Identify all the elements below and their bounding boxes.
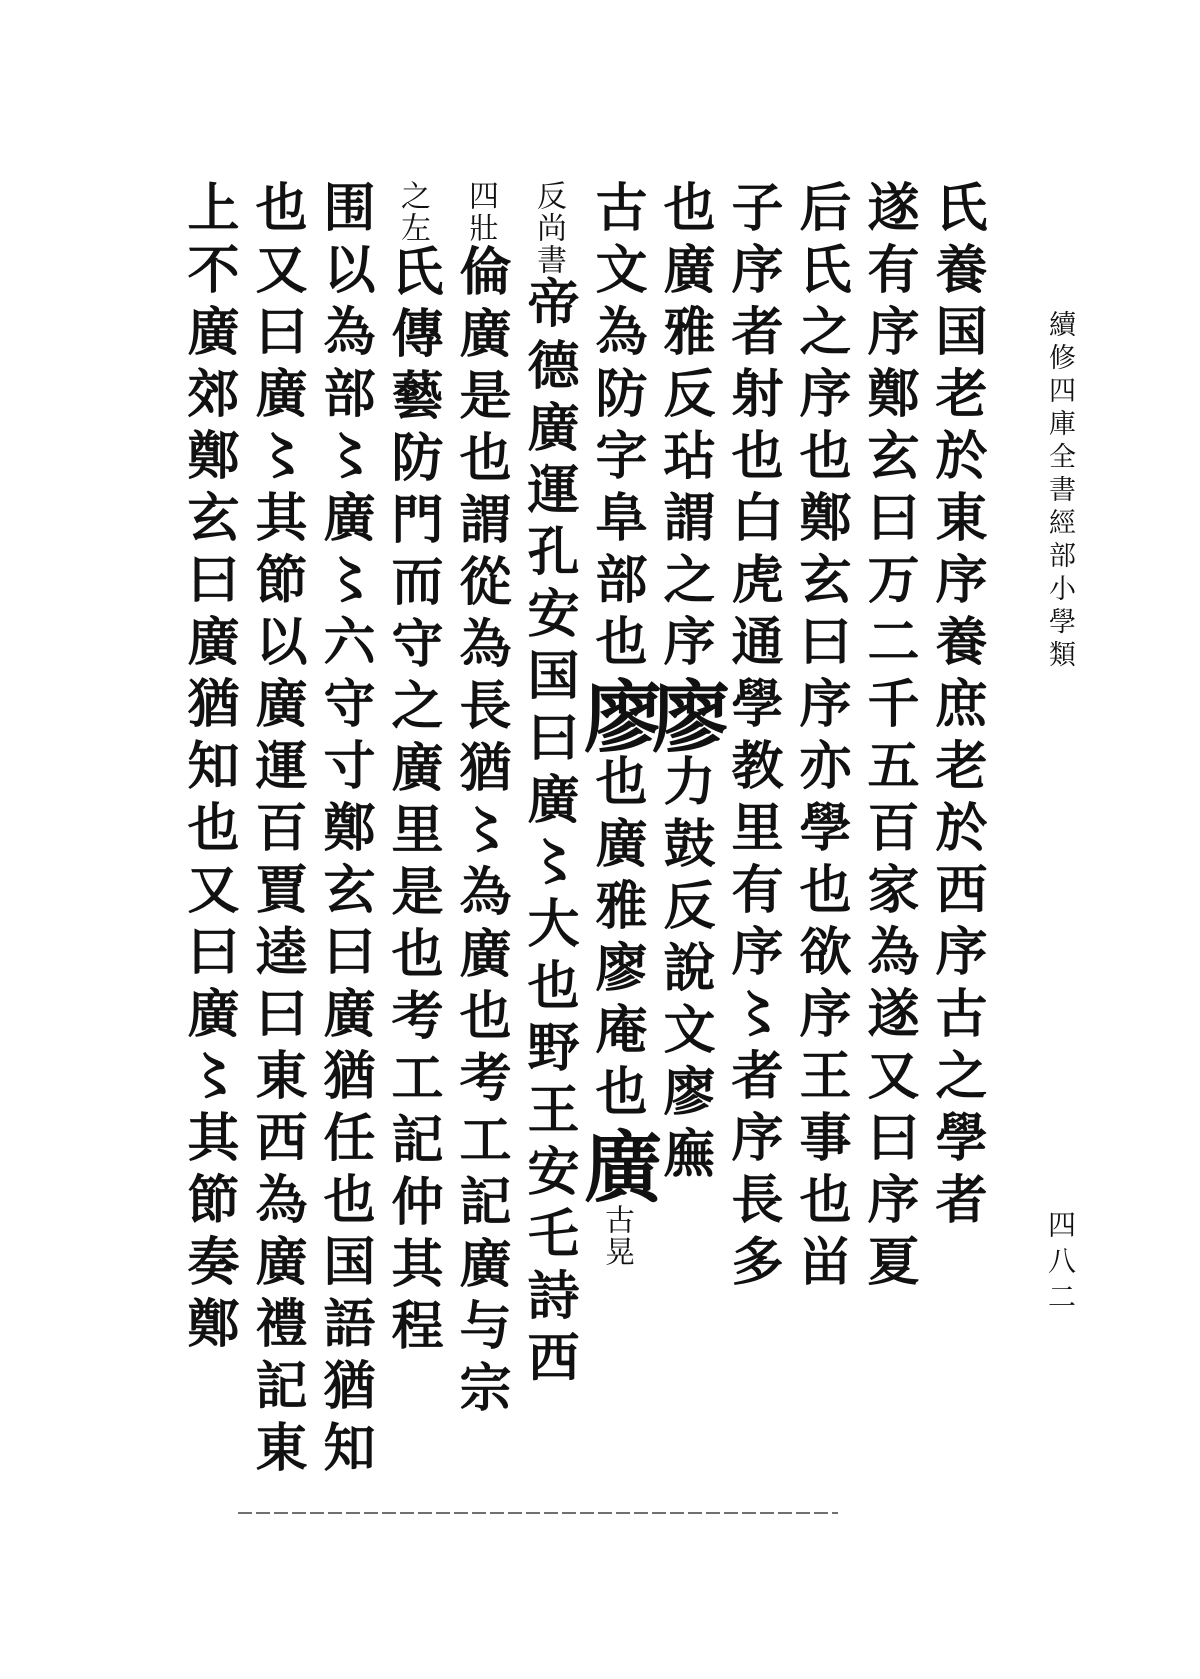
headword: 廖 [571,676,662,754]
headword: 廣 [571,1126,662,1204]
column-text: 倫廣是也謂從為長猶〻為廣也考工記廣与宗 [450,244,511,1422]
text-column [718,180,786,1490]
column-text: 也廣雅廖庵也 [586,754,647,1126]
text-column [310,180,378,1490]
text-column [571,180,662,1490]
annotation-text: 反尚書 [531,180,566,276]
folio-number: 四八二 [1044,1210,1077,1318]
text-column [514,180,582,1490]
section-label: 經部 [1044,508,1075,574]
category-label: 小學類 [1044,574,1075,673]
annotation-text: 四壯 [463,180,498,244]
column-text: 帝德廣運孔安国曰廣〻大也野王安乇詩西 [518,276,579,1392]
column-text: 围以為部〻廣〻六守寸鄭玄曰廣猶任也国語猶知 [314,180,375,1482]
column-text: 子序者射也白虎通學教里有序〻者序長多 [722,180,783,1296]
column-text: 也又曰廣〻其節以廣運百賈逵曰東西為廣禮記東 [246,180,307,1482]
text-column [922,180,990,1490]
column-text: 遂有序鄭玄曰万二千五百家為遂又曰序夏 [858,180,919,1296]
column-text: 后氏之序也鄭玄曰序亦學也欲序王事也畄 [790,180,851,1296]
bottom-rule [238,1512,838,1514]
text-column [786,180,854,1490]
main-text-columns [150,180,990,1490]
column-text: 氏養国老於東序養庶老於西序古之學者 [926,180,987,1234]
text-column [639,180,730,1490]
text-column [174,180,242,1490]
headword: 廖 [639,676,730,754]
text-column [854,180,922,1490]
text-column [446,180,514,1490]
column-text: 力鼓反說文廖廡 [654,754,715,1188]
column-text: 古文為防字阜部也 [586,180,647,676]
column-text: 上不廣郊鄭玄曰廣猶知也又曰廣〻其節奏鄭 [178,180,239,1358]
book-title: 續修四庫全書 [1044,310,1075,508]
text-column [242,180,310,1490]
annotation-text: 古晃 [599,1204,634,1268]
column-text: 氏傳藝防門而守之廣里是也考工記仲其程 [382,244,443,1360]
annotation-text: 之左 [395,180,430,244]
margin-header [1040,310,1079,870]
text-column [378,180,446,1490]
column-text: 也廣雅反玷謂之序 [654,180,715,676]
